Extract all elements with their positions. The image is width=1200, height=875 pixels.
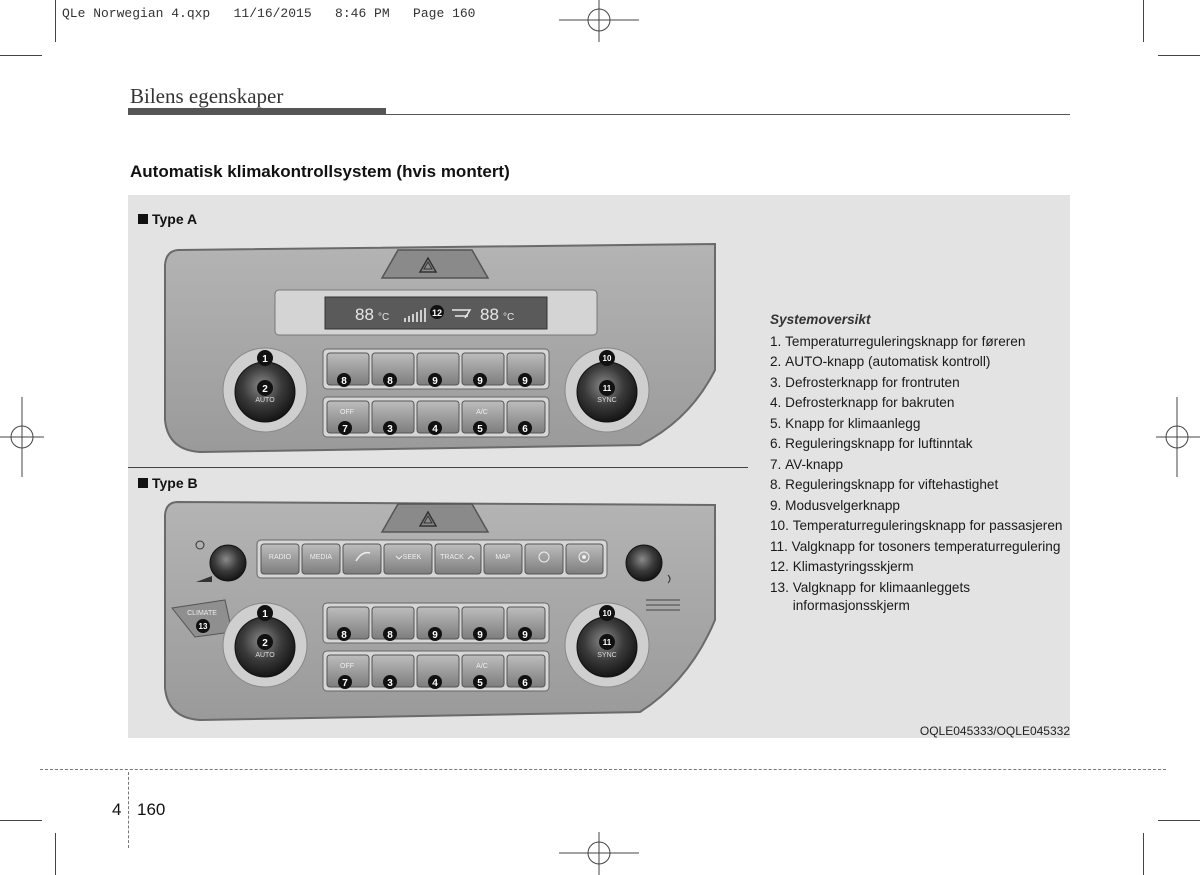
svg-text:1: 1 bbox=[262, 609, 268, 620]
svg-text:10: 10 bbox=[602, 609, 612, 618]
chapter-title: Bilens egenskaper bbox=[130, 84, 284, 108]
type-a-top-button-row bbox=[323, 349, 549, 389]
list-item: 2. AUTO-knapp (automatisk kontroll) bbox=[770, 354, 991, 369]
list-item: 9. Modusvelgerknapp bbox=[770, 497, 900, 513]
footer-dashed-divider bbox=[128, 772, 129, 848]
svg-text:AUTO: AUTO bbox=[255, 397, 275, 404]
svg-text:2: 2 bbox=[262, 384, 268, 395]
list-item: 8. Reguleringsknapp for viftehastighet bbox=[770, 477, 999, 492]
svg-text:4: 4 bbox=[432, 678, 438, 689]
svg-text:SEEK: SEEK bbox=[402, 554, 422, 561]
list-item: 12. Klimastyringsskjerm bbox=[770, 559, 914, 574]
svg-text:10: 10 bbox=[602, 354, 612, 363]
svg-text:6: 6 bbox=[522, 678, 528, 689]
svg-text:9: 9 bbox=[522, 630, 528, 641]
svg-text:12: 12 bbox=[431, 308, 443, 318]
list-item: 3. Defrosterknapp for frontruten bbox=[770, 374, 960, 390]
svg-text:9: 9 bbox=[432, 376, 438, 387]
section-title: Automatisk klimakontrollsystem (hvis montert) bbox=[130, 162, 510, 181]
type-b-top-button-row bbox=[323, 603, 549, 643]
svg-text:MEDIA: MEDIA bbox=[309, 554, 333, 561]
left-temp-readout: 88 bbox=[355, 305, 374, 324]
svg-text:OFF: OFF bbox=[340, 409, 354, 416]
legend-list bbox=[770, 332, 1070, 615]
type-a-label: Type A bbox=[138, 211, 197, 227]
svg-text:8: 8 bbox=[387, 630, 393, 641]
list-item: 7. AV-knapp bbox=[770, 456, 844, 472]
type-b-bottom-button-row bbox=[323, 651, 549, 691]
svg-text:6: 6 bbox=[522, 424, 528, 435]
svg-text:OFF: OFF bbox=[340, 663, 354, 670]
svg-text:RADIO: RADIO bbox=[268, 554, 292, 561]
legend-title: Systemoversikt bbox=[770, 312, 871, 327]
type-b-panel bbox=[165, 502, 715, 720]
list-item: 6. Reguleringsknapp for luftinntak bbox=[770, 436, 973, 451]
svg-text:5: 5 bbox=[477, 678, 483, 689]
svg-text:9: 9 bbox=[477, 376, 483, 387]
svg-text:13: 13 bbox=[198, 622, 208, 631]
system-overview-legend bbox=[770, 310, 1070, 615]
svg-text:TRACK: TRACK bbox=[440, 554, 464, 561]
page-number: 160 bbox=[137, 800, 166, 819]
chapter-number: 4 bbox=[112, 800, 122, 819]
right-temp-unit: °C bbox=[503, 312, 515, 323]
svg-text:7: 7 bbox=[342, 424, 348, 435]
left-temp-unit: °C bbox=[378, 312, 390, 323]
svg-text:SYNC: SYNC bbox=[597, 397, 617, 404]
svg-text:SYNC: SYNC bbox=[597, 652, 617, 659]
svg-text:A/C: A/C bbox=[476, 663, 488, 670]
svg-text:AUTO: AUTO bbox=[255, 652, 275, 659]
svg-text:11: 11 bbox=[602, 384, 612, 393]
svg-text:8: 8 bbox=[387, 376, 393, 387]
right-temp-readout: 88 bbox=[480, 305, 499, 324]
list-item: 13. Valgknapp for klimaanleggets informasjonsskjerm bbox=[770, 579, 971, 613]
figure-code: OQLE045333/OQLE045332 bbox=[919, 724, 1070, 738]
svg-text:3: 3 bbox=[387, 424, 393, 435]
print-slug: QLe Norwegian 4.qxp 11/16/2015 8:46 PM Page 160 bbox=[62, 6, 476, 21]
svg-text:9: 9 bbox=[432, 630, 438, 641]
svg-text:2: 2 bbox=[262, 638, 268, 649]
svg-text:7: 7 bbox=[342, 678, 348, 689]
svg-text:8: 8 bbox=[341, 630, 347, 641]
list-item: 10. Temperaturreguleringsknapp for passasjeren bbox=[770, 518, 1063, 533]
list-item: 5. Knapp for klimaanlegg bbox=[770, 415, 921, 431]
svg-text:5: 5 bbox=[477, 424, 483, 435]
type-a-bottom-button-row bbox=[323, 397, 549, 437]
svg-text:1: 1 bbox=[262, 354, 268, 365]
audio-button-row bbox=[261, 544, 603, 574]
svg-text:8: 8 bbox=[341, 376, 347, 387]
footer-dashed-rule bbox=[40, 769, 1166, 770]
svg-text:MAP: MAP bbox=[495, 554, 511, 561]
svg-text:3: 3 bbox=[387, 678, 393, 689]
svg-text:CLIMATE: CLIMATE bbox=[187, 610, 217, 617]
type-b-label: Type B bbox=[138, 475, 198, 491]
power-volume-knob bbox=[210, 545, 246, 581]
svg-text:11: 11 bbox=[602, 638, 612, 647]
svg-text:9: 9 bbox=[522, 376, 528, 387]
tune-knob bbox=[626, 545, 662, 581]
svg-text:4: 4 bbox=[432, 424, 438, 435]
type-a-panel bbox=[165, 244, 715, 452]
list-item: 1. Temperaturreguleringsknapp for føreren bbox=[770, 333, 1026, 349]
svg-text:A/C: A/C bbox=[476, 409, 488, 416]
svg-text:9: 9 bbox=[477, 630, 483, 641]
list-item: 11. Valgknapp for tosoners temperaturregulering bbox=[770, 538, 1061, 554]
list-item: 4. Defrosterknapp for bakruten bbox=[770, 395, 955, 410]
